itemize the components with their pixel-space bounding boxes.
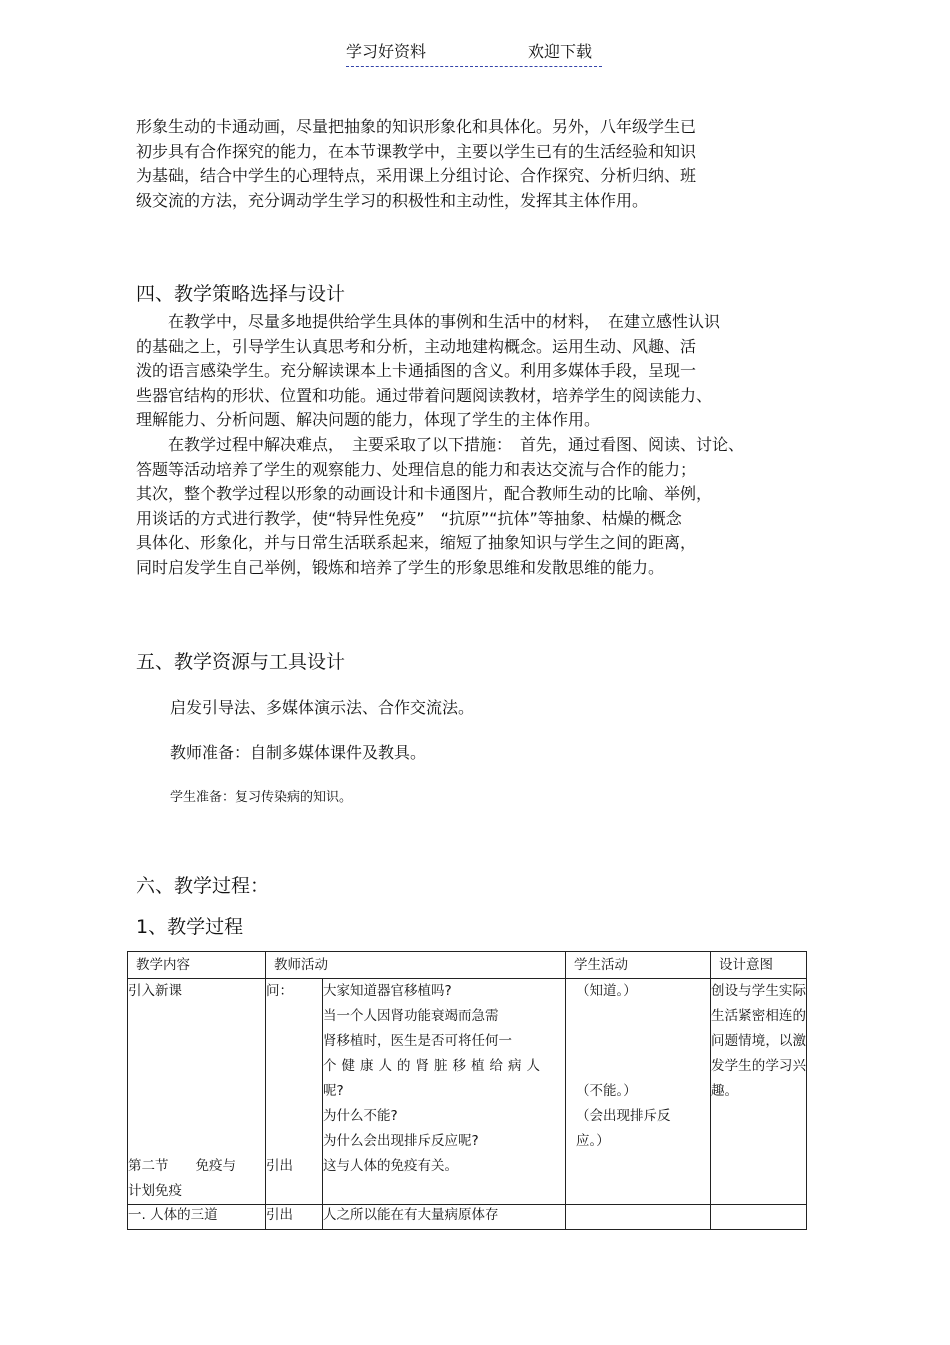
table-cell-student: [566, 979, 711, 1205]
section4-line: 在教学中，尽量多地提供给学生具体的事例和生活中的材料， 在建立感性认识: [136, 312, 721, 331]
row2-action: 引出: [266, 1158, 293, 1174]
row2-content-line: 第二节 免疫与: [128, 1158, 236, 1174]
section6-title: 六、教学过程：: [136, 875, 270, 897]
row2-teacher: 这与人体的免疫有关。: [323, 1158, 458, 1174]
teacher-line: 肾移植时，医生是否可将任何一: [323, 1033, 512, 1049]
table-row: [128, 1205, 807, 1230]
row3-intent-cell: [711, 1205, 807, 1230]
teacher-line: 个健康人的肾脏移植给病人: [323, 1058, 545, 1074]
row3-teacher-cell: [323, 1205, 566, 1230]
table-row: [128, 979, 807, 1205]
section4-line: 的基础之上，引导学生认真思考和分析，主动地建构概念。运用生动、风趣、活: [136, 336, 697, 356]
student-line: [576, 1004, 710, 1029]
section4-line: 答题等活动培养了学生的观察能力、处理信息的能力和表达交流与合作的能力；: [136, 459, 697, 479]
table-cell-intent: 创设与学生实际生活紧密相连的问题情境，以激发学生的学习兴趣。: [711, 979, 807, 1205]
teacher-line: 呢?: [323, 1083, 344, 1099]
section4-line: 些器官结构的形状、位置和功能。通过带着问题阅读教材，培养学生的阅读能力、: [136, 385, 713, 405]
teacher-line: 大家知道器官移植吗?: [323, 983, 452, 999]
header-right-text: 欢迎下载: [528, 42, 593, 61]
section4-line: 理解能力、分析问题、解决问题的能力，体现了学生的主体作用。: [136, 410, 601, 430]
row1-content: 引入新课: [128, 983, 182, 999]
section4-line: 具体化、形象化，并与日常生活联系起来，缩短了抽象知识与学生之间的距离，: [136, 533, 697, 553]
row3-student-cell: [566, 1205, 711, 1230]
student-line: 应。）: [576, 1133, 610, 1149]
section4-title: 四、教学策略选择与设计: [136, 283, 346, 305]
row3-teacher: 人之所以能在有大量病原体存: [323, 1207, 499, 1223]
section4-line: 在教学过程中解决难点， 主要采取了以下措施： 首先，通过看图、阅读、讨论、: [136, 434, 745, 454]
student-line: （不能。）: [576, 1083, 637, 1099]
teacher-line: 当一个人因肾功能衰竭而急需: [323, 1008, 499, 1024]
section4-line: 同时启发学生自己举例，锻炼和培养了学生的形象思维和发散思维的能力。: [136, 557, 665, 577]
student-line: [576, 1029, 710, 1054]
intro-line: 级交流的方法，充分调动学生学习的积极性和主动性，发挥其主体作用。: [136, 190, 649, 210]
row3-content: 一. 人体的三道: [128, 1205, 266, 1230]
section4-line: 用谈话的方式进行教学，使“特异性免疫” “抗原”“抗体”等抽象、枯燥的概念: [136, 508, 682, 528]
section5-student-prep: 学生准备：复习传染病的知识。: [170, 790, 353, 805]
table-header-row: [128, 952, 807, 979]
header-teacher-activity: 教师活动: [266, 952, 566, 979]
header-design-intent: 设计意图: [711, 952, 807, 979]
header-student-activity: 学生活动: [566, 952, 711, 979]
student-line: [576, 1054, 710, 1079]
row3-action: 引出: [266, 1207, 293, 1223]
header-content: 教学内容: [128, 952, 266, 979]
section5-teacher-prep: 教师准备：自制多媒体课件及教具。: [170, 743, 427, 762]
teacher-line: 为什么会出现排斥反应呢?: [323, 1133, 479, 1149]
page-header: [346, 40, 602, 67]
section4-line: 其次，整个教学过程以形象的动画设计和卡通图片，配合教师生动的比喻、举例，: [136, 484, 713, 504]
student-line: （知道。）: [576, 983, 637, 999]
section4-line: 泼的语言感染学生。充分解读课本上卡通插图的含义。利用多媒体手段，呈现一: [136, 361, 697, 381]
section4-paragraph: [136, 310, 826, 581]
table-cell-content: [128, 979, 266, 1205]
row3-action-cell: [266, 1205, 323, 1230]
intro-paragraph: [136, 115, 826, 213]
section5-title: 五、教学资源与工具设计: [136, 651, 346, 673]
section5-methods: 启发引导法、多媒体演示法、合作交流法。: [170, 698, 475, 717]
intro-line: 形象生动的卡通动画，尽量把抽象的知识形象化和具体化。另外，八年级学生已: [136, 117, 697, 136]
teacher-line: 为什么不能?: [323, 1108, 398, 1124]
table-cell-teacher: [323, 979, 566, 1205]
table-cell-action: [266, 979, 323, 1205]
section6-subtitle: 1、教学过程: [136, 916, 244, 938]
intro-line: 初步具有合作探究的能力，在本节课教学中，主要以学生已有的生活经验和知识: [136, 141, 697, 161]
header-left-text: 学习好资料: [346, 42, 427, 61]
row1-action: 问：: [266, 983, 293, 999]
student-line: （会出现排斥反: [576, 1108, 671, 1124]
teaching-process-table: [127, 951, 807, 1230]
intro-line: 为基础，结合中学生的心理特点，采用课上分组讨论、合作探究、分析归纳、班: [136, 166, 697, 186]
row2-content-line: 计划免疫: [128, 1183, 182, 1199]
